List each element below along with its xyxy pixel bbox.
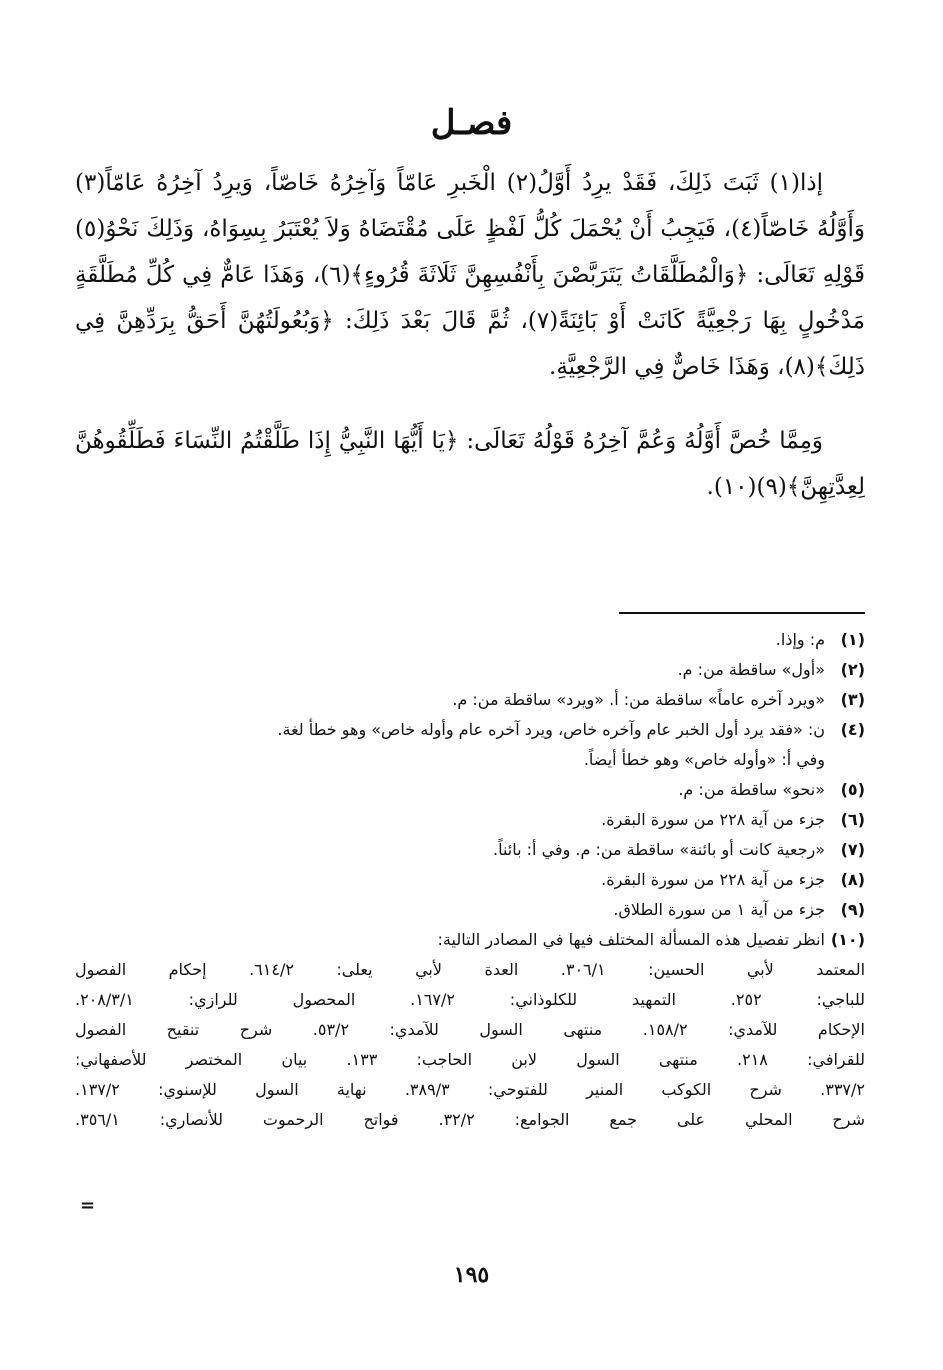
footnote-continuation: وفي أ: «وأوله خاص» وهو خطأ أيضاً. (583, 750, 825, 769)
footnote-body (75, 715, 825, 775)
footnote-number: (٥) (840, 780, 865, 799)
footnote-10 (75, 925, 865, 1135)
reference-line: الإحكام للآمدي: ١٥٨/٢. منتهى السول للآمدي: ٥٣/٢. شرح تنقيح الفصول (75, 1020, 865, 1039)
reference-line: ٣٣٧/٢. شرح الكوكب المنير للفتوحي: ٣٨٩/٣. نهاية السول للإسنوي: ١٣٧/٢. (75, 1080, 865, 1099)
reference-line: المعتمد لأبي الحسين: ٣٠٦/١. العدة لأبي يعلى: ٦١٤/٢. إحكام الفصول (75, 960, 866, 979)
reference-line: للقرافي: ٢١٨. منتهى السول لابن الحاجب: ١٣٣. بيان المختصر للأصفهاني: (75, 1050, 866, 1069)
footnote-7 (75, 835, 865, 865)
footnote-text: «ويرد آخره عاماً» ساقطة من: أ. «ويرد» ساقطة من: م. (452, 690, 825, 709)
main-text (75, 160, 865, 510)
footnote-number: (٣) (840, 690, 865, 709)
continuation-mark: = (80, 1195, 96, 1216)
footnote-text: «رجعية كانت أو بائنة» ساقطة من: م. وفي أ: بائناً. (493, 840, 825, 859)
footnote-2 (75, 655, 865, 685)
footnote-number: (٦) (840, 810, 865, 829)
footnote-9 (75, 895, 865, 925)
footnote-text: انظر تفصيل هذه المسألة المختلف فيها في المصادر التالية: (437, 930, 825, 949)
footnote-3 (75, 685, 865, 715)
paragraph-2: وَمِمَّا خُصَّ أَوَّلُهُ وَعُمَّ آخِرُهُ قَوْلُهُ تَعَالَى: ﴿يَا أَيُّهَا النَّبِيُّ إِذَا طَلَّقْتُمُ النِّسَاءَ فَطَلِّقُوهُنَّ لِعِدَّتِهِنَّ﴾(٩)(١٠). (75, 428, 865, 500)
footnote-text: جزء من آية ١ من سورة الطلاق. (613, 900, 825, 919)
footnote-number: (٩) (840, 900, 865, 919)
footnote-text: جزء من آية ٢٢٨ من سورة البقرة. (601, 810, 825, 829)
footnotes-list (75, 625, 865, 1135)
footnote-number: (١٠) (830, 930, 865, 949)
footnote-number: (٧) (840, 840, 865, 859)
references-list (75, 955, 865, 1135)
footnote-4 (75, 715, 865, 775)
footnote-text: م: وإذا. (775, 630, 825, 649)
reference-line: شرح المحلي على جمع الجوامع: ٣٢/٢. فواتح الرحموت للأنصاري: ٣٥٦/١. (75, 1110, 865, 1129)
footnote-6 (75, 805, 865, 835)
footnote-separator (619, 612, 865, 614)
footnote-number: (٨) (840, 870, 865, 889)
paragraph-1: إذا(١) ثَبَتَ ذَلِكَ، فَقَدْ يرِدُ أَوَّلُ(٢) الْخَبرِ عَامّاً وَآخِرُهُ خَاصّاً، وَيرِدُ آخِرُهُ عَامّاً(٣) وَأَوَّلُهُ خَاصّاً(٤)، فَيَجِبُ أَنْ يُحْمَلَ كُلُّ لَفْظٍ عَلَى مُقْتَضَاهُ وَلاَ يُعْتَبَرُ بِسِوَاهُ، وَذَلِكَ نَحْوُ(٥) قَوْلِهِ تَعَالَى: ﴿وَالْمُطَلَّقَاتُ يَتَرَبَّصْنَ بِأَنْفُسِهِنَّ ثَلَاثَةَ قُرُوءٍ﴾(٦)، وَهَذَا عَامٌّ فِي كُلِّ مُطَلَّقَةٍ مَدْخُولٍ بِهَا رَجْعِيَّةً كَانَتْ أَوْ بَائِنَةً(٧)، ثُمَّ قَالَ بَعْدَ ذَلِكَ: ﴿وَبُعُولَتُهُنَّ أَحَقُّ بِرَدِّهِنَّ فِي ذَلِكَ﴾(٨)، وَهَذَا خَاصٌّ فِي الرَّجْعِيَّةِ. (75, 170, 865, 380)
footnote-text: «نحو» ساقطة من: م. (678, 780, 825, 799)
footnote-text: «أول» ساقطة من: م. (677, 660, 825, 679)
reference-line: للباجي: ٢٥٢. التمهيد للكلوذاني: ١٦٧/٢. المحصول للرازي: ٢٠٨/٣/١. (75, 990, 866, 1009)
footnote-text: جزء من آية ٢٢٨ من سورة البقرة. (601, 870, 825, 889)
footnote-number: (٤) (840, 720, 865, 739)
footnote-8 (75, 865, 865, 895)
section-heading: فصـل (430, 103, 513, 143)
footnote-number: (١) (840, 630, 865, 649)
footnote-1 (75, 625, 865, 655)
footnote-5 (75, 775, 865, 805)
page-number: ١٩٥ (453, 1262, 490, 1288)
footnote-number: (٢) (840, 660, 865, 679)
footnote-text: ن: «فقد يرد أول الخبر عام وآخره خاص، ويرد آخره عام وأوله خاص» وهو خطأ لغة. (277, 720, 825, 739)
